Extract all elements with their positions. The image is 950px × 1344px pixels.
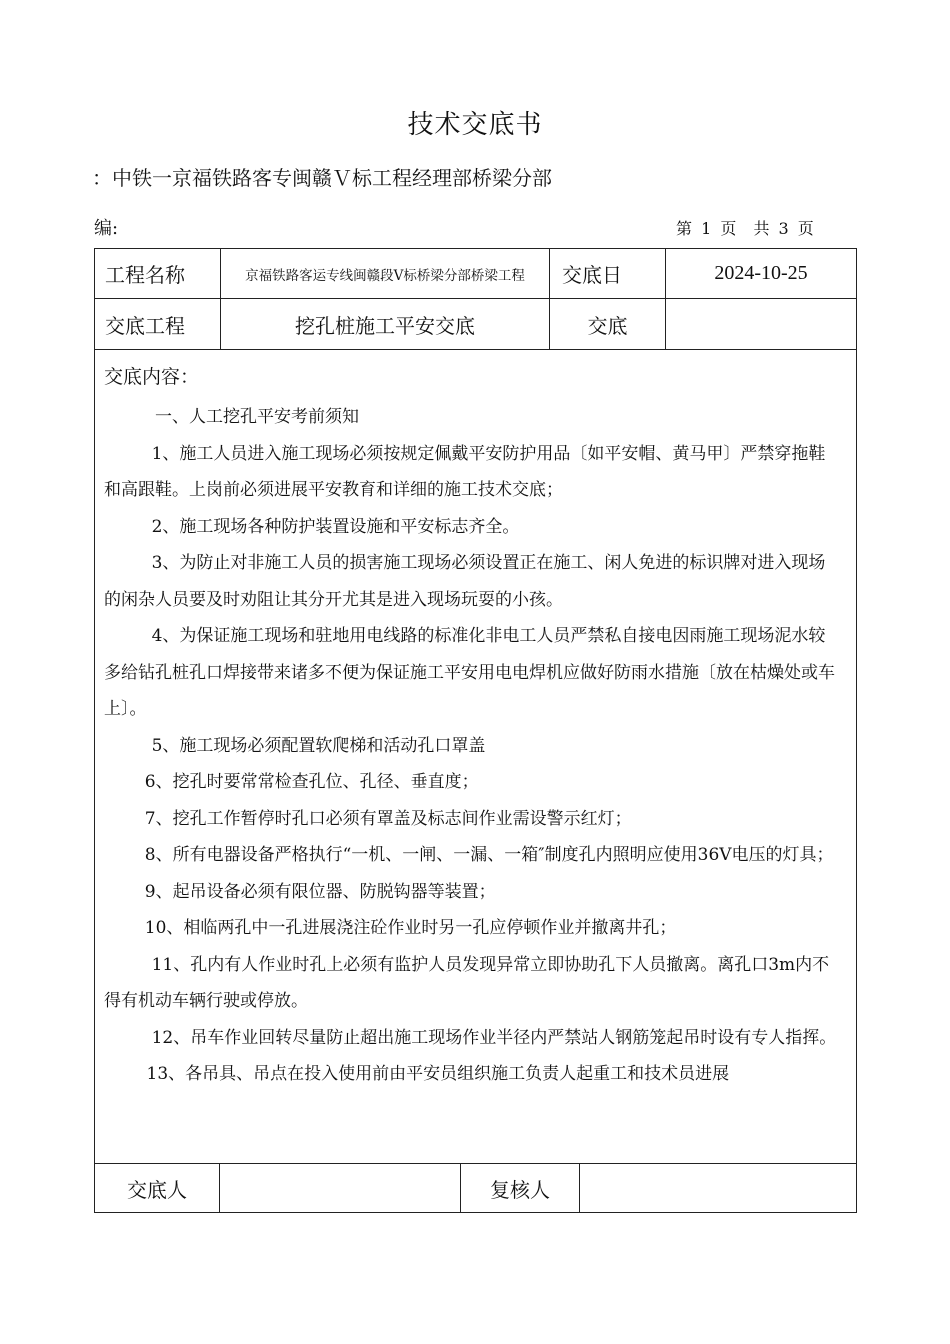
content-paragraph: 10、相临两孔中一孔进展浇注砼作业时另一孔应停顿作业并撤离井孔； [144, 918, 677, 938]
editor-label: 编: [94, 218, 119, 239]
document-title: 技术交底书 [407, 110, 543, 140]
date-value: 2024-10-25 [714, 262, 808, 284]
reviewer-label: 复核人 [490, 1177, 550, 1202]
content-paragraph: 6、挖孔时要常常检查孔位、孔径、垂直度； [144, 772, 479, 792]
content-paragraph: 9、起吊设备必须有限位器、防脱钩器等装置； [144, 881, 496, 902]
receiver-value [666, 299, 856, 349]
table-row-divider [94, 349, 857, 350]
content-paragraph: 3、为防止对非施工人员的损害施工现场必须设置正在施工、闲人免进的标识牌对进入现场的闲杂人员要及时劝阻让其分开尤其是进入现场玩耍的小孩。 [104, 553, 826, 610]
unit-line: ：中铁一京福铁路客专闽赣Ｖ标工程经理部桥梁分部 [92, 166, 552, 190]
receiver-label: 交底 [587, 313, 628, 338]
item-label: 交底工程 [105, 313, 185, 338]
content-paragraph: 13、各吊具、吊点在投入使用前由平安员组织施工负责人起重工和技术员进展 [146, 1064, 730, 1084]
page-info [676, 216, 822, 239]
content-paragraph: 7、挖孔工作暂停时孔口必须有罩盖及标志间作业需设警示红灯； [144, 808, 632, 829]
project-name-value: 京福铁路客运专线闽赣段Ⅴ标桥梁分部桥梁工程 [245, 267, 525, 284]
content-paragraph: 4、为保证施工现场和驻地用电线路的标准化非电工人员严禁私自接电因雨施工现场泥水较多给钻孔桩孔口焊接带来诸多不便为保证施工平安用电电焊机应做好防雨水措施〔放在枯燥处或车上〕。 [104, 626, 835, 719]
content-paragraph: 1、施工人员进入施工现场必须按规定佩戴平安防护用品〔如平安帽、黄马甲〕严禁穿拖鞋和高跟鞋。上岗前必须进展平安教育和详细的施工技术交底； [104, 443, 826, 500]
content-heading: 交底内容： [104, 366, 200, 388]
page-total: 共 3 页 [753, 219, 814, 238]
disclosure-person-label: 交底人 [127, 1177, 187, 1202]
content-paragraph: 一、人工挖孔平安考前须知 [155, 407, 359, 427]
reviewer-value [580, 1164, 856, 1212]
disclosure-content [104, 362, 840, 1093]
content-paragraph: 11、孔内有人作业时孔上必须有监护人员发现异常立即协助孔下人员撤离。离孔口3m内不得有机动车辆行驶或停放。 [104, 954, 830, 1011]
content-paragraph: 12、吊车作业回转尽量防止超出施工现场作业半径内严禁站人钢筋笼起吊时设有专人指挥。 [151, 1027, 837, 1048]
project-name-label: 工程名称 [105, 263, 185, 287]
table-border-bottom [94, 1212, 857, 1213]
date-label: 交底日 [562, 263, 622, 287]
disclosure-person-value [220, 1164, 460, 1212]
page-number: 第 1 页 [676, 219, 737, 238]
table-border-left [94, 248, 95, 1213]
content-paragraph: 5、施工现场必须配置软爬梯和活动孔口罩盖 [151, 735, 486, 756]
table-border-right [856, 248, 857, 1213]
item-value: 挖孔桩施工平安交底 [295, 313, 475, 338]
content-paragraph: 8、所有电器设备严格执行“一机、一闸、一漏、一箱″制度孔内照明应使用36V电压的灯具； [144, 845, 834, 865]
content-paragraph: 2、施工现场各种防护装置设施和平安标志齐全。 [151, 516, 520, 537]
